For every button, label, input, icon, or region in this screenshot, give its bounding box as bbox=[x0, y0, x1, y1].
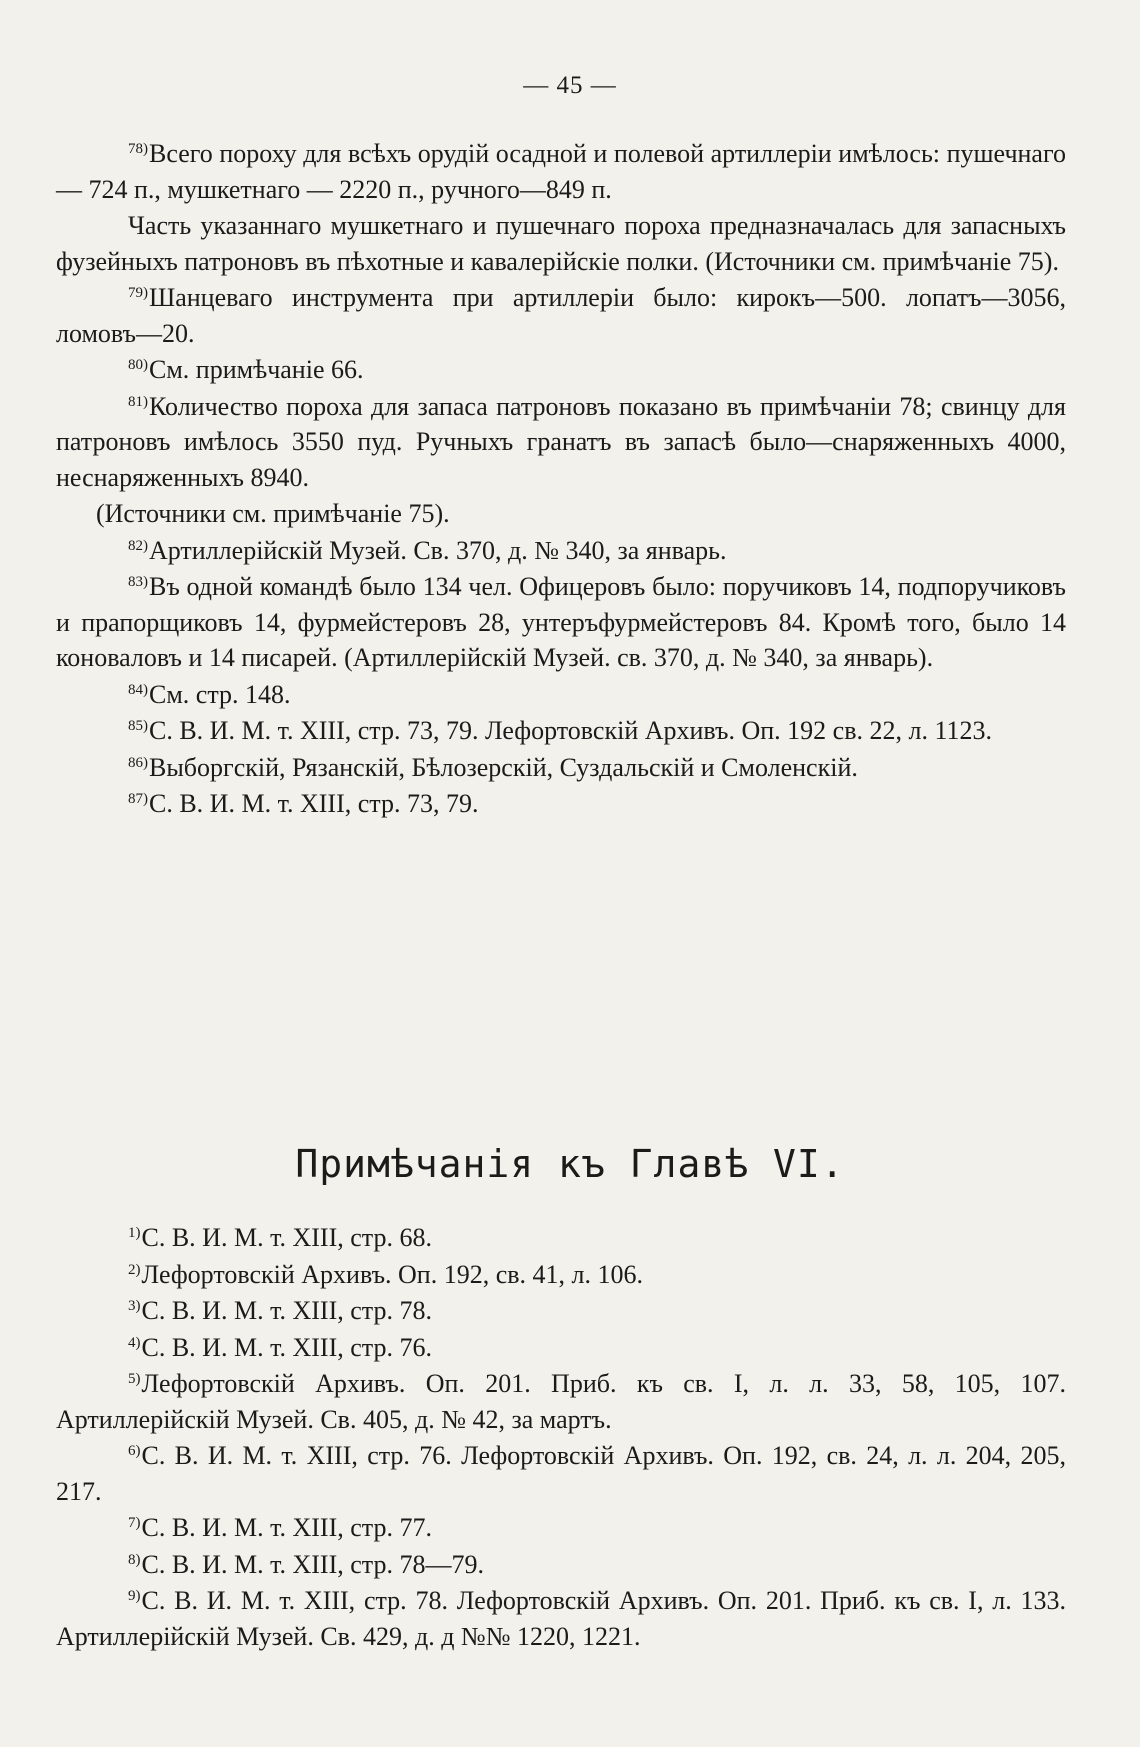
footnote-marker: 7) bbox=[128, 1515, 141, 1531]
footnote-marker: 84) bbox=[128, 681, 148, 698]
chapter-heading: Примѣчанія къ Главѣ VI. bbox=[295, 1141, 845, 1186]
footnote-marker: 8) bbox=[128, 1551, 141, 1568]
footnote-marker: 3) bbox=[128, 1298, 141, 1314]
footnote-marker: 87) bbox=[128, 791, 148, 807]
footnote-marker: 81) bbox=[128, 393, 148, 410]
footnote-marker: 80) bbox=[128, 357, 148, 373]
footnote-marker: 83) bbox=[128, 574, 148, 590]
footnote-marker: 86) bbox=[128, 754, 148, 771]
footnote-82: $^{82)}$Артиллерійскій Музей. Св. 370, д. № 340, за январь. bbox=[128, 535, 727, 565]
footnote-83: $^{83)}$Въ одной командѣ было 134 чел. Офицеровъ было: поручиковъ 14, подпоручиковъ и прапорщиковъ 14, фурмейстеровъ 28, унтеръфурмейстеровъ 84. Кромѣ того, было 14 коноваловъ и 14 писарей. (Артиллерійскій Музей. св. 370, д. № 340, за январь). bbox=[56, 572, 1066, 672]
footnote-81-continued: (Источники см. примѣчаніе 75). bbox=[96, 499, 450, 528]
footnote-marker: 4) bbox=[128, 1334, 141, 1351]
footnote-87: $^{87)}$С. В. И. М. т. XIII, стр. 73, 79. bbox=[128, 789, 479, 818]
footnote-marker: 79) bbox=[128, 285, 148, 301]
footnote-84: $^{84)}$См. стр. 148. bbox=[128, 679, 291, 709]
footnote-marker: 82) bbox=[128, 537, 148, 554]
footnote-78: $^{78)}$Всего пороху для всѣхъ орудій осадной и полевой артиллеріи имѣлось: пушечнаго — 724 п., мушкетнаго — 2220 п., ручного—849 п. bbox=[56, 139, 1066, 204]
footnote-7: $^{7)}$С. В. И. М. т. XIII, стр. 77. bbox=[128, 1513, 432, 1542]
footnote-3: $^{3)}$С. В. И. М. т. XIII, стр. 78. bbox=[128, 1296, 432, 1325]
footnote-5: $^{5)}$Лефортовскій Архивъ. Оп. 201. Приб. къ св. I, л. л. 33, 58, 105, 107. Артиллерійскій Музей. Св. 405, д. № 42, за мартъ. bbox=[56, 1369, 1066, 1434]
footnote-9: $^{9)}$С. В. И. М. т. XIII, стр. 78. Лефортовскій Архивъ. Оп. 201. Приб. къ св. I, л. 133. Артиллерійскій Музей. Св. 429, д. д №№ 1220, 1221. bbox=[56, 1586, 1066, 1651]
footnotes-chapter-v bbox=[56, 136, 1066, 823]
footnote-79: $^{79)}$Шанцеваго инструмента при артиллеріи было: кирокъ—500. лопатъ—3056, ломовъ—20. bbox=[56, 283, 1066, 348]
footnote-81: $^{81)}$Количество пороха для запаса патроновъ показано въ примѣчаніи 78; свинцу для патроновъ имѣлось 3550 пуд. Ручныхъ гранатъ въ запасѣ было—снаряженныхъ 4000, неснаряженныхъ 8940. bbox=[56, 391, 1066, 492]
footnote-1: $^{1)}$С. В. И. М. т. XIII, стр. 68. bbox=[128, 1223, 432, 1252]
footnote-marker: 85) bbox=[128, 718, 148, 734]
footnote-marker: 78) bbox=[128, 141, 148, 157]
page-number: — 45 — bbox=[523, 72, 617, 99]
footnote-2: $^{2)}$Лефортовскій Архивъ. Оп. 192, св. 41, л. 106. bbox=[128, 1259, 644, 1289]
footnote-4: $^{4)}$С. В. И. М. т. XIII, стр. 76. bbox=[128, 1332, 432, 1362]
footnote-marker: 5) bbox=[128, 1371, 141, 1387]
footnote-marker: 1) bbox=[128, 1225, 141, 1241]
footnote-marker: 9) bbox=[128, 1588, 141, 1604]
footnote-marker: 2) bbox=[128, 1261, 141, 1278]
footnotes-chapter-vi bbox=[56, 1220, 1066, 1655]
footnote-85: $^{85)}$С. В. И. М. т. XIII, стр. 73, 79. Лефортовскій Архивъ. Оп. 192 св. 22, л. 1123. bbox=[128, 716, 993, 745]
footnote-6: $^{6)}$С. В. И. М. т. XIII, стр. 76. Лефортовскій Архивъ. Оп. 192, св. 24, л. л. 204, 205, 217. bbox=[56, 1441, 1066, 1506]
footnote-8: $^{8)}$С. В. И. М. т. XIII, стр. 78—79. bbox=[128, 1549, 484, 1579]
footnote-80: $^{80)}$См. примѣчаніе 66. bbox=[128, 355, 364, 384]
footnote-78-continued: Часть указаннаго мушкетнаго и пушечнаго пороха предназначалась для запасныхъ фузейныхъ патроновъ въ пѣхотные и кавалерійскіе полки. (Источники см. примѣчаніе 75). bbox=[56, 211, 1066, 276]
footnote-86: $^{86)}$Выборгскій, Рязанскій, Бѣлозерскій, Суздальскій и Смоленскій. bbox=[128, 752, 858, 782]
footnote-marker: 6) bbox=[128, 1443, 141, 1459]
